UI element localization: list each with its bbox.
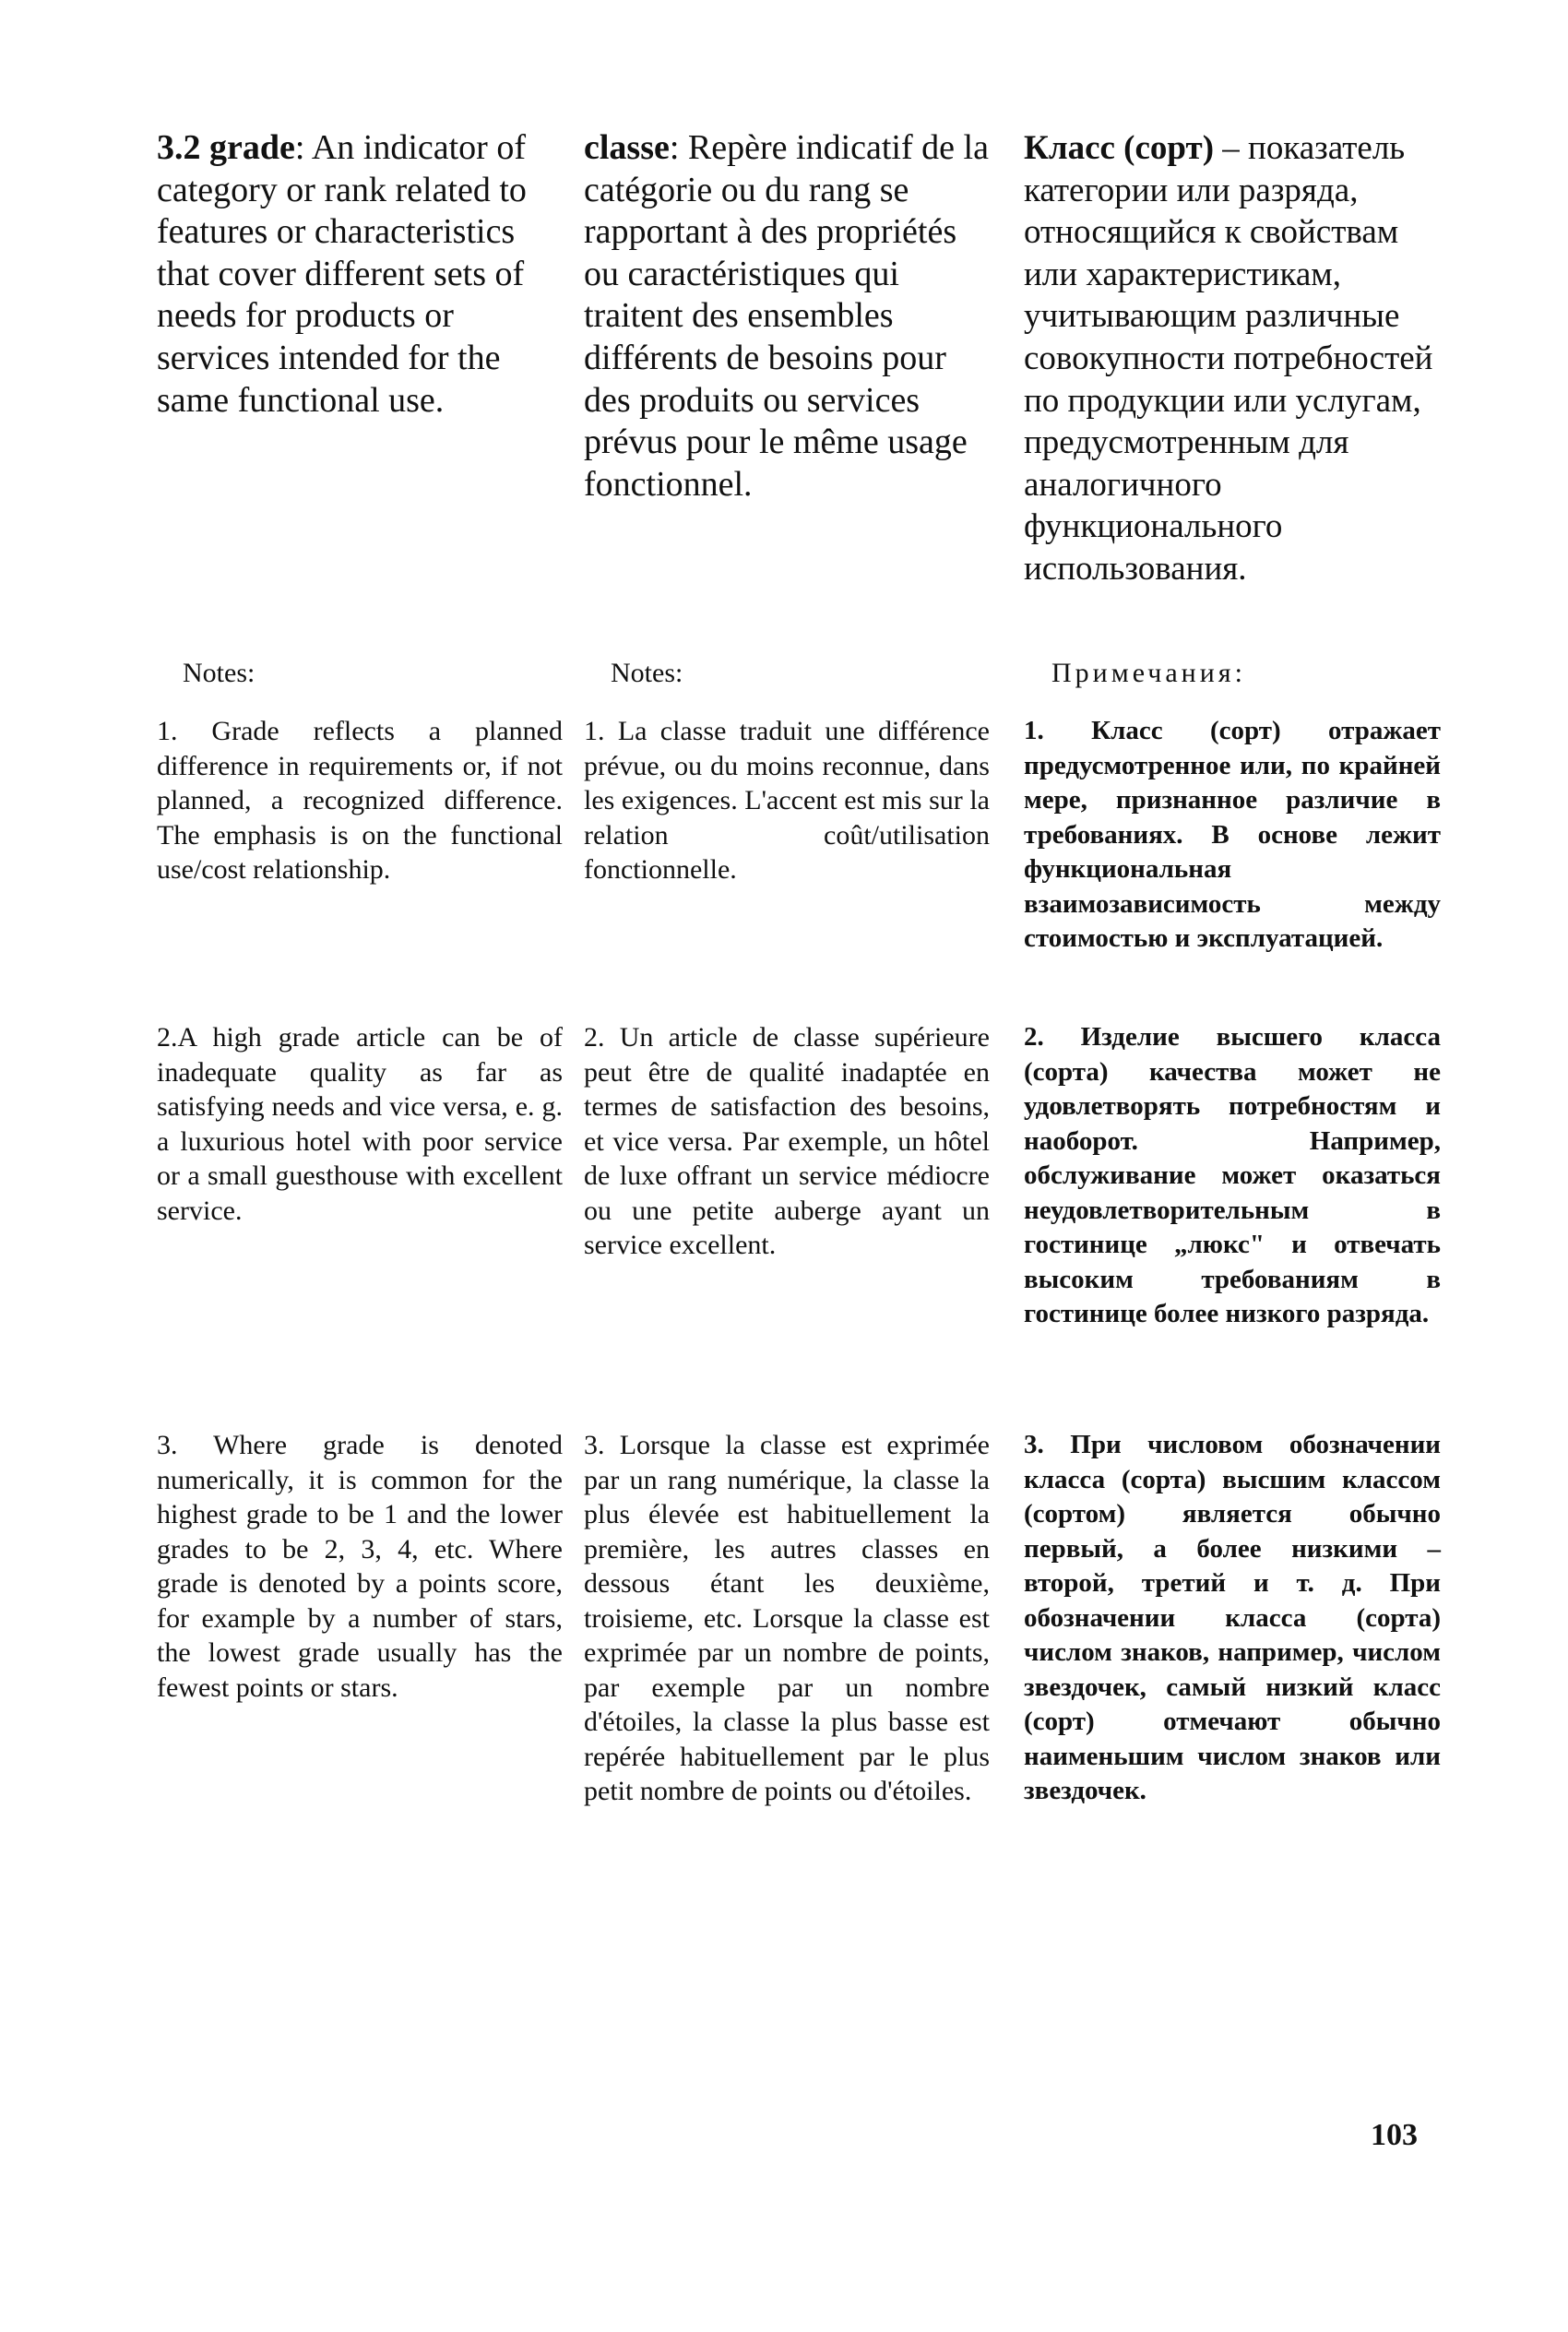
note-2-french: 2. Un article de classe supérieure peut être de qualité inadaptée en termes de satisfaction des besoins, et vice versa. Par exemple, un hôtel de luxe offrant un service médiocre ou une petite auberge ayant un service excellent.	[584, 1022, 990, 1260]
note-1-english: 1. Grade reflects a planned difference in requirements or, if not planned, a recognized difference. The emphasis is on the functional use/cost relationship.	[157, 716, 563, 885]
notes-heading-english: Notes:	[183, 658, 255, 688]
note-2-russian: 2. Изделие высшего класса (сорта) качества может не удовлетворять потребностям и наоборот. Например, обслуживание может оказаться неудовлетворительным в гостинице „люкс" и отвечать высоким требованиям в гостинице более низкого разряда.	[1024, 1022, 1441, 1328]
note-1-french: 1. La classe traduit une différence prévue, ou du moins reconnue, dans les exigences. L'accent est mis sur la relation coût/utilisation fonctionnelle.	[584, 716, 990, 885]
note-3-french: 3. Lorsque la classe est exprimée par un rang numérique, la classe la plus élevée est habituellement la première, les autres classes en dessous étant les deuxième, troisieme, etc. Lorsque la classe est exprimée par un nombre de points, par exemple par un nombre d'étoiles, la classe la plus basse est repérée habituellement par le plus petit nombre de points ou d'étoiles.	[584, 1430, 990, 1806]
term-french: classe	[584, 128, 670, 167]
term-english: 3.2 grade	[157, 128, 295, 167]
page-number: 103	[1371, 2118, 1418, 2152]
note-1-russian: 1. Класс (сорт) отражает предусмотренное или, по крайней мере, признанное различие в требованиях. В основе лежит функциональная взаимозависимость между стоимостью и эксплуатацией.	[1024, 716, 1441, 953]
notes-heading-french: Notes:	[611, 658, 683, 688]
note-3-english: 3. Where grade is denoted numerically, it is common for the highest grade to be 1 and the lower grades to be 2, 3, 4, etc. Where grade is denoted by a points score, for example by a number of stars, the lowest grade usually has the fewest points or stars.	[157, 1430, 563, 1703]
notes-heading-russian: Примечания:	[1051, 658, 1246, 688]
note-2-english: 2.A high grade article can be of inadequate quality as far as satisfying needs and vice versa, e. g. a luxurious hotel with poor service or a small guesthouse with excellent service.	[157, 1022, 563, 1226]
definition-french-text: : Repère indicatif de la catégorie ou du rang se rapportant à des propriétés ou caractéristiques qui traitent des ensembles différents de besoins pour des produits ou services prévus pour le même usage fonctionnel.	[584, 128, 989, 504]
definition-english-text: : An indicator of category or rank related to features or characteristics that cover different sets of needs for products or services intended for the same functional use.	[157, 128, 527, 420]
note-3-russian: 3. При числовом обозначении класса (сорта) высшим классом (сортом) является обычно первый, а более низкими – второй, третий и т. д. При обозначении класса (сорта) числом знаков, например, числом звездочек, самый низкий класс (сорт) отмечают обычно наименьшим числом знаков или звездочек.	[1024, 1430, 1441, 1805]
definition-english	[157, 127, 563, 422]
definition-russian-text: – показатель категории или разряда, относящийся к свойствам или характеристикам, учитывающим различные совокупности потребностей по продукции или услугам, предусмотренным для аналогичного функционального использования.	[1024, 129, 1433, 588]
definition-russian	[1024, 127, 1441, 590]
definition-french	[584, 127, 990, 506]
term-russian: Класс (сорт)	[1024, 129, 1215, 167]
